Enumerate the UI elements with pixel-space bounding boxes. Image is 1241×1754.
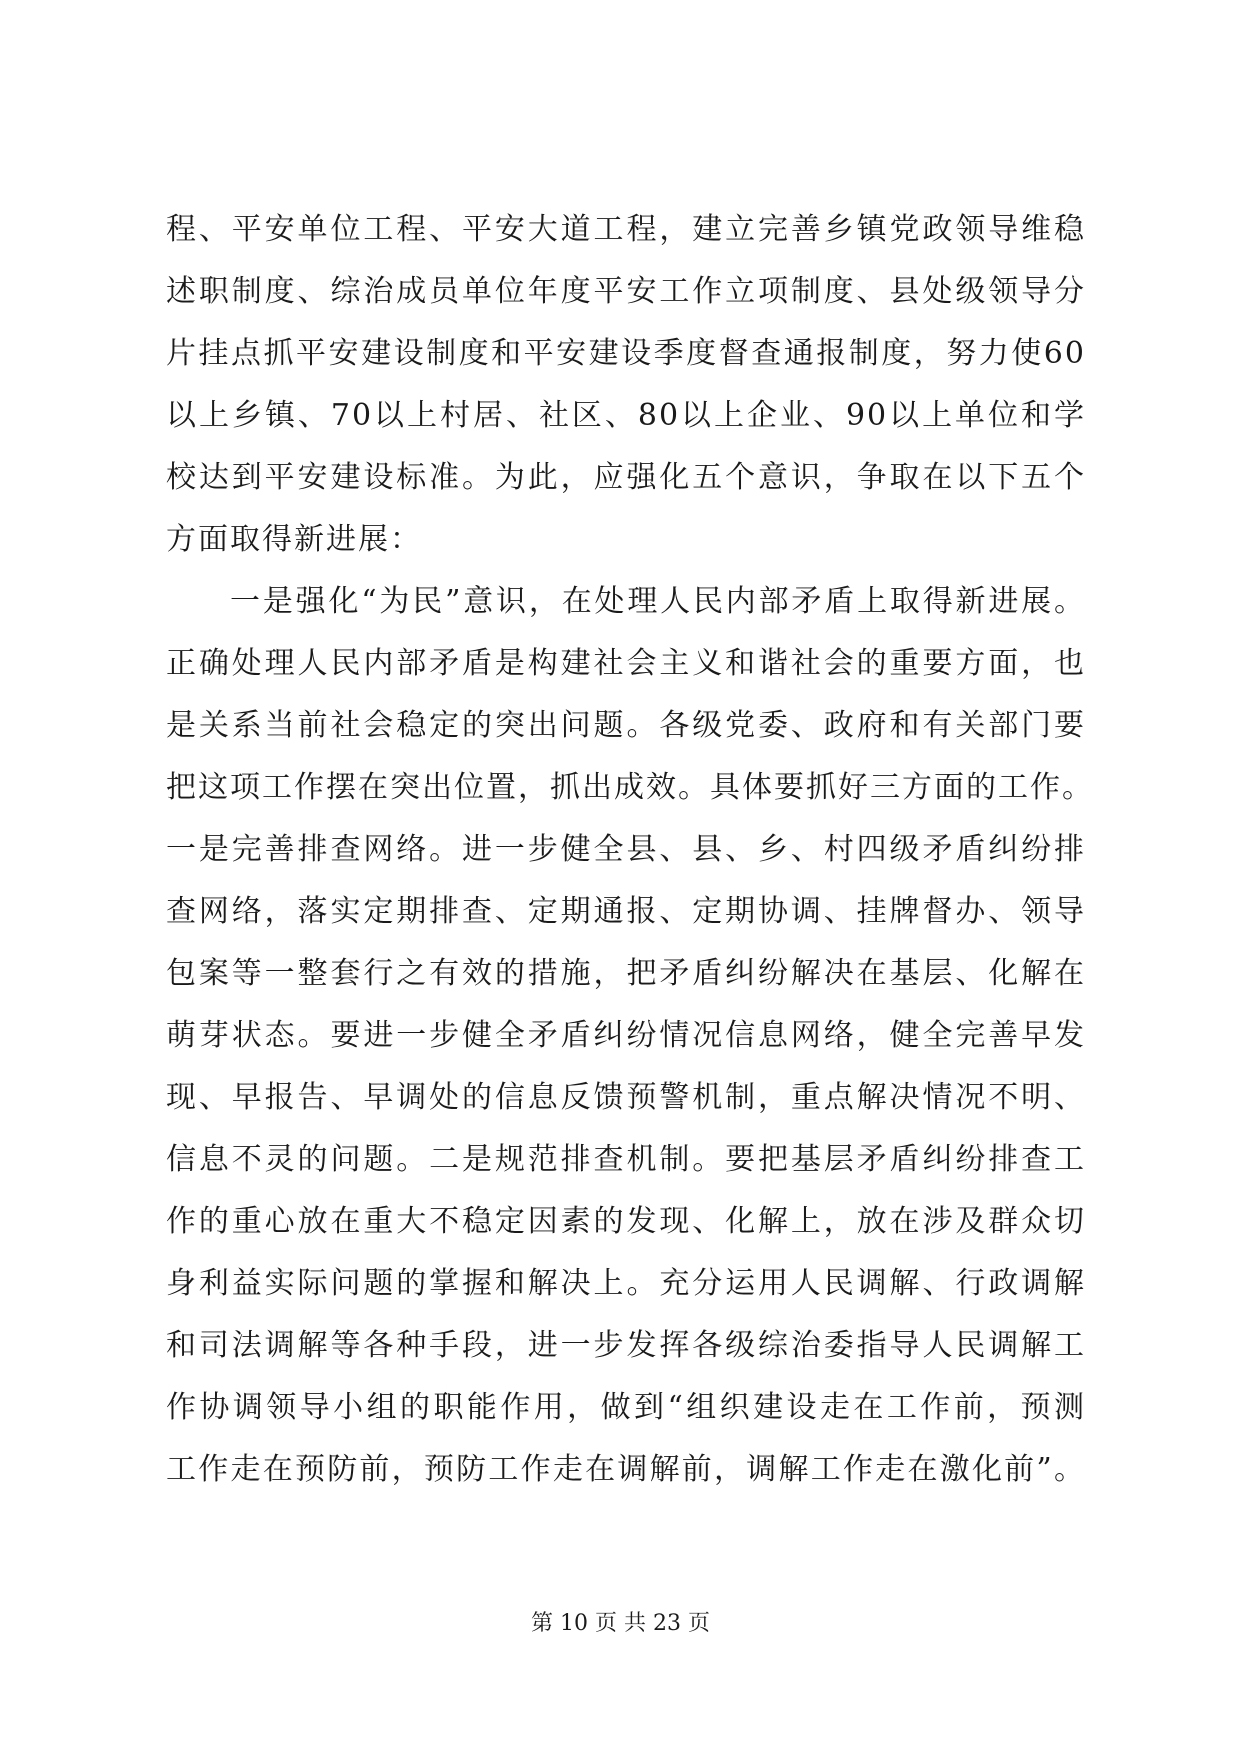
- body-text-line: 程、平安单位工程、平安大道工程，建立完善乡镇党政领导维稳: [166, 212, 1086, 247]
- body-text-line: 校达到平安建设标准。为此，应强化五个意识，争取在以下五个: [166, 460, 1086, 495]
- body-text-line: 信息不灵的问题。二是规范排查机制。要把基层矛盾纠纷排查工: [166, 1142, 1086, 1177]
- body-text-line: 包案等一整套行之有效的措施，把矛盾纠纷解决在基层、化解在: [166, 956, 1086, 991]
- body-text-line: 查网络，落实定期排查、定期通报、定期协调、挂牌督办、领导: [166, 894, 1086, 929]
- page-number-footer: 第 10 页 共 23 页: [531, 1611, 710, 1636]
- body-text-line: 片挂点抓平安建设制度和平安建设季度督查通报制度，努力使60: [166, 336, 1086, 371]
- body-text-line: 以上乡镇、70以上村居、社区、80以上企业、90以上单位和学: [166, 398, 1086, 433]
- body-text-line: 述职制度、综治成员单位年度平安工作立项制度、县处级领导分: [166, 274, 1086, 309]
- body-text-line: 作的重心放在重大不稳定因素的发现、化解上，放在涉及群众切: [166, 1204, 1086, 1239]
- paragraph-first-line: 一是强化“为民”意识，在处理人民内部矛盾上取得新进展。: [230, 584, 1086, 619]
- body-text-line: 一是完善排查网络。进一步健全县、县、乡、村四级矛盾纠纷排: [166, 832, 1086, 867]
- body-text-line: 身利益实际问题的掌握和解决上。充分运用人民调解、行政调解: [166, 1266, 1086, 1301]
- body-text-line: 现、早报告、早调处的信息反馈预警机制，重点解决情况不明、: [166, 1080, 1086, 1115]
- body-text-line: 作协调领导小组的职能作用，做到“组织建设走在工作前，预测: [166, 1390, 1086, 1425]
- body-text-line: 和司法调解等各种手段，进一步发挥各级综治委指导人民调解工: [166, 1328, 1086, 1363]
- body-text-line: 是关系当前社会稳定的突出问题。各级党委、政府和有关部门要: [166, 708, 1086, 743]
- body-text-line: 正确处理人民内部矛盾是构建社会主义和谐社会的重要方面，也: [166, 646, 1086, 681]
- body-text-line: 把这项工作摆在突出位置，抓出成效。具体要抓好三方面的工作。: [166, 770, 1094, 805]
- body-text-line: 方面取得新进展：: [166, 522, 422, 557]
- body-text-line: 工作走在预防前，预防工作走在调解前，调解工作走在激化前”。: [166, 1452, 1086, 1487]
- body-text-line: 萌芽状态。要进一步健全矛盾纠纷情况信息网络，健全完善早发: [166, 1018, 1086, 1053]
